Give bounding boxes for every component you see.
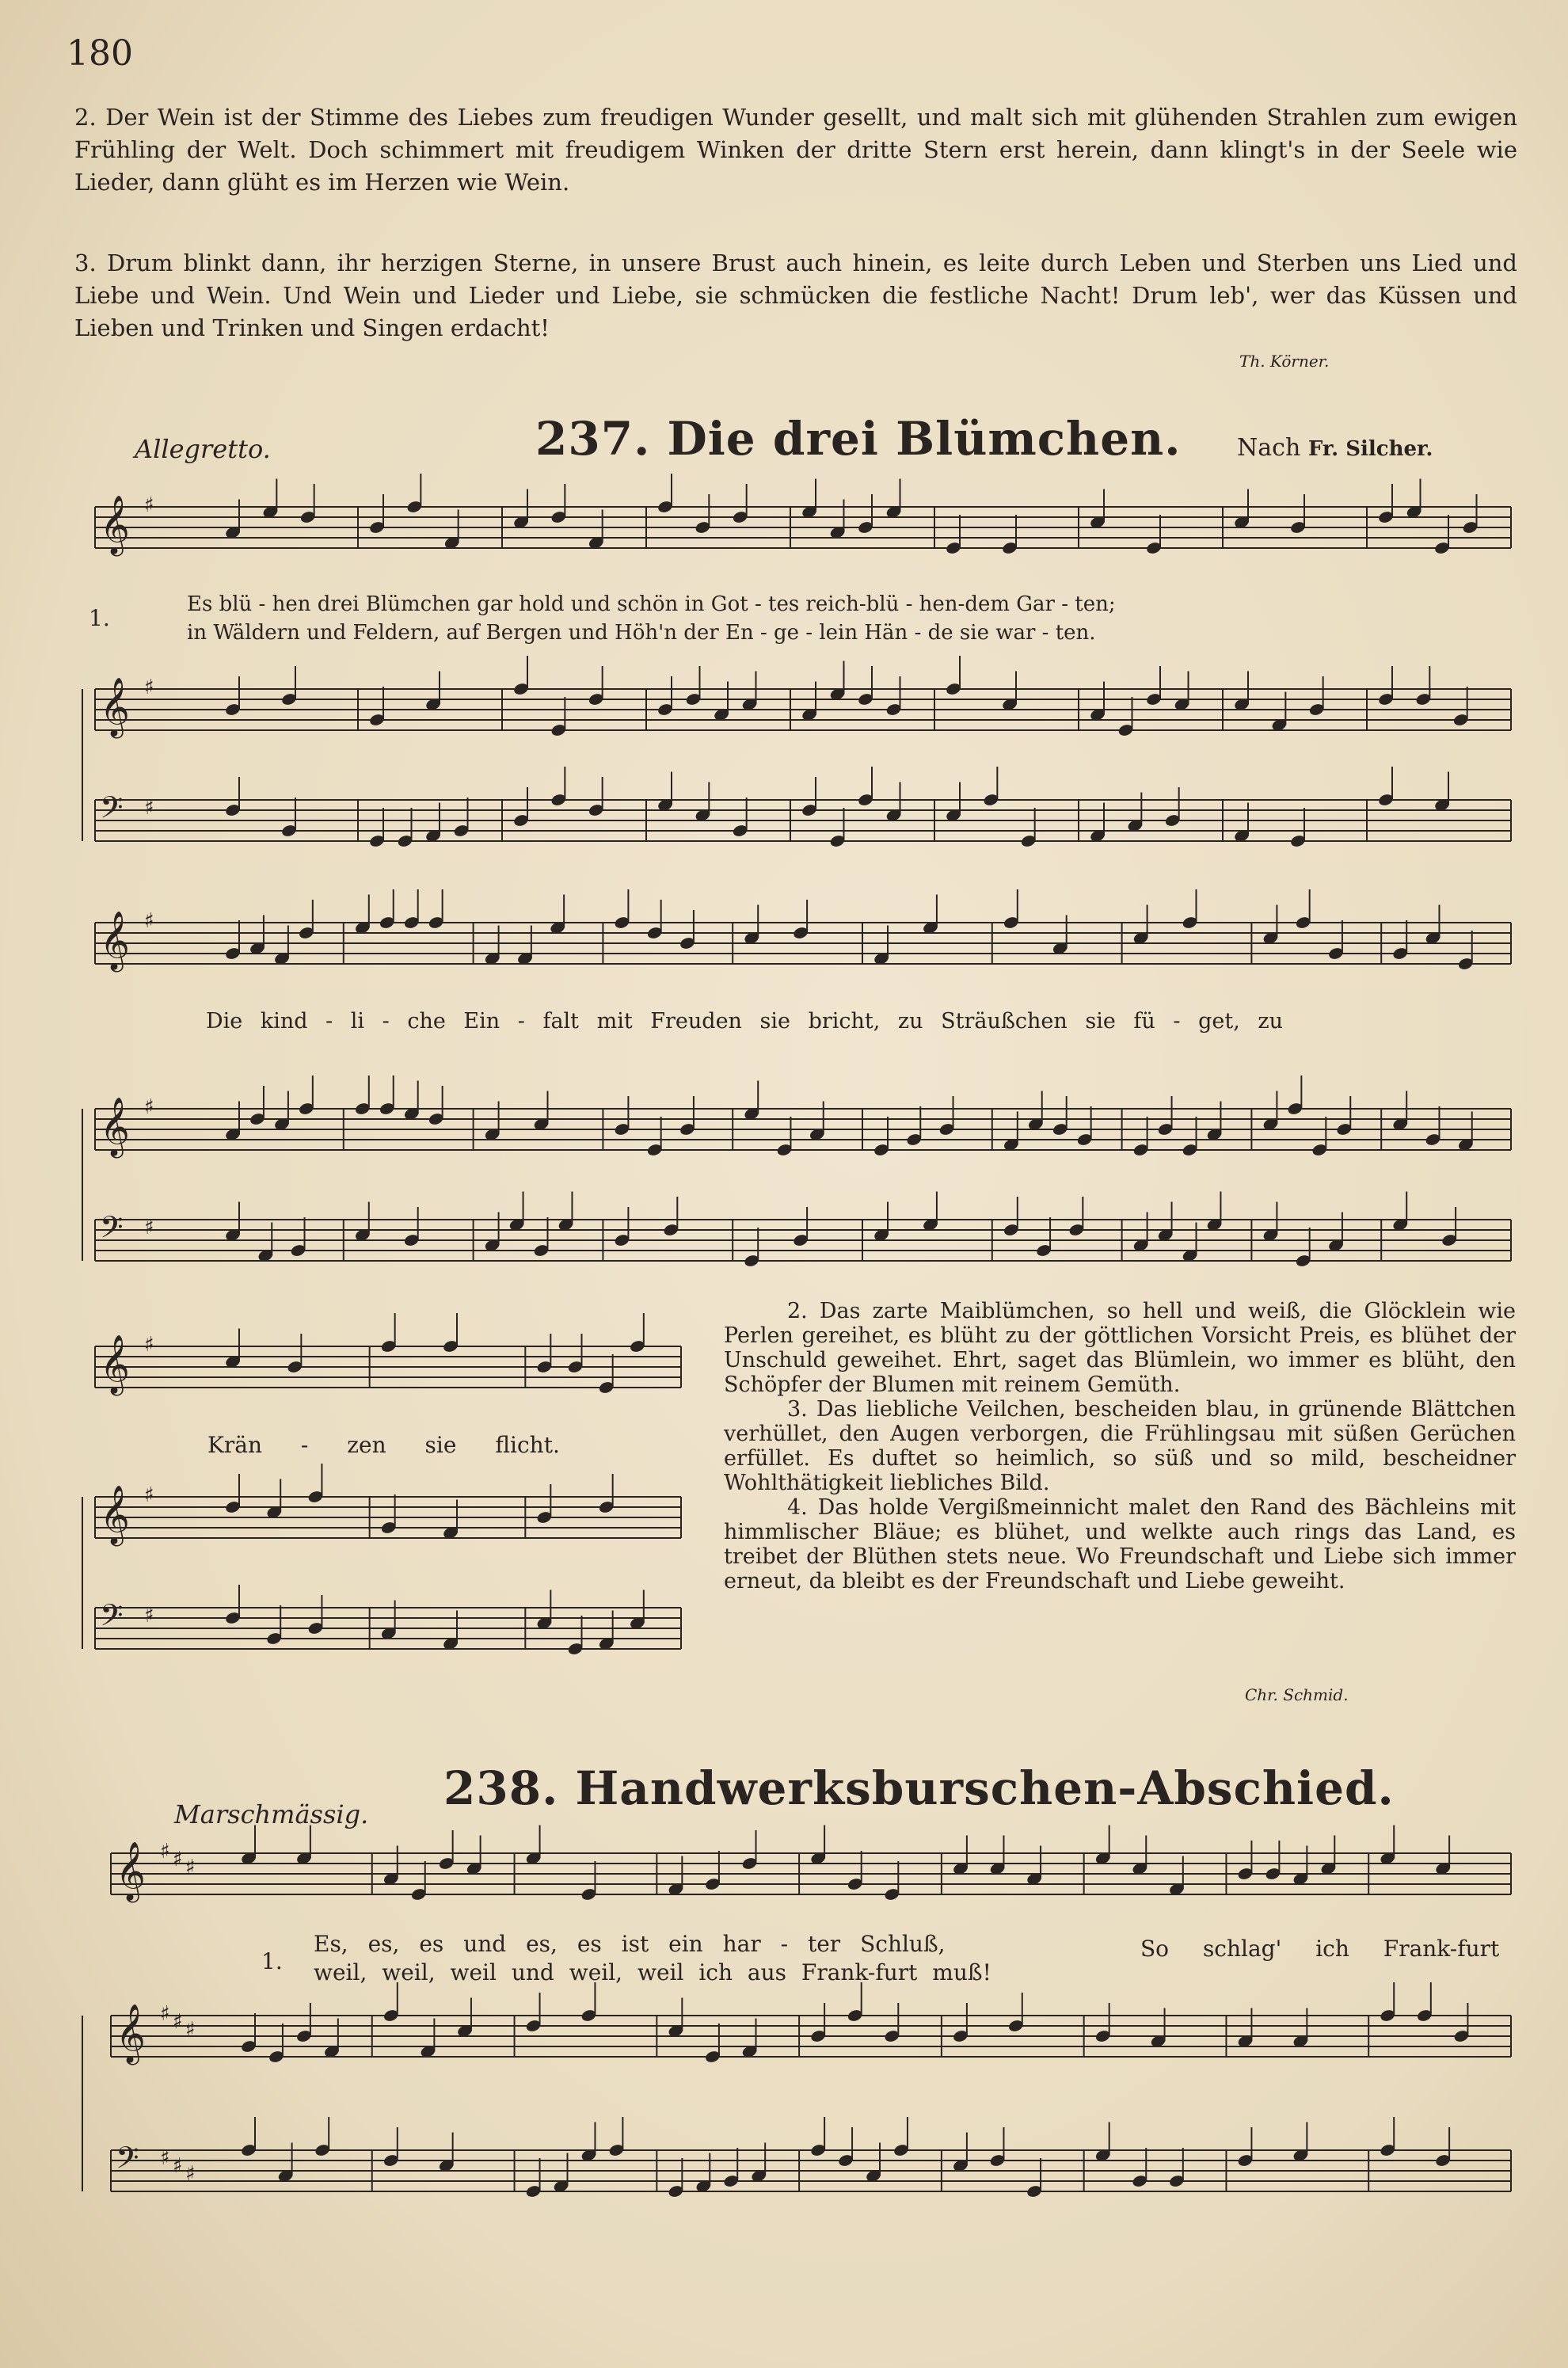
song237-lyric-line1: Es blü - hen drei Blümchen gar hold und schön in Got - tes reich-blü - hen-dem Gar - ten; xyxy=(187,592,1116,616)
staves xyxy=(82,507,1511,2191)
song237-number: 237. xyxy=(535,412,651,466)
sharp-icon: ♯ xyxy=(185,1856,196,1879)
sharp-icon: ♯ xyxy=(173,1848,183,1871)
notes xyxy=(224,474,1479,2199)
sharp-icon: ♯ xyxy=(160,2146,170,2170)
sharp-icon: ♯ xyxy=(185,2018,196,2042)
sharp-icon: ♯ xyxy=(144,676,154,699)
sharp-icon: ♯ xyxy=(144,1216,154,1239)
song237-title: Die drei Blümchen. xyxy=(667,412,1182,466)
song237-tempo: Allegretto. xyxy=(135,434,271,464)
bass-clef-icon: 𝄢 xyxy=(100,790,124,832)
song237-lyric-line2: in Wäldern und Feldern, auf Bergen und Höh'n der En - ge - lein Hän - de sie war - ten. xyxy=(187,621,1096,645)
song237-verse-3: 3. Das liebliche Veilchen, bescheiden blau, in grünende Blättchen verhüllet, den Augen verborgen, die Frühlingsau mit süßen Gerüchen erfüllet. Es duftet so heimlich, so süß und so mild, bescheidner Wohlthätigkeit liebliches Bild. xyxy=(724,1397,1516,1495)
prev-song-verse-3: 3. Drum blinkt dann, ihr herzigen Sterne, in unsere Brust auch hinein, es leite durch Leben und Sterben uns Lied und Liebe und Wein. Und Wein und Lieder und Liebe, sie schmücken die festliche Nacht! Drum leb', wer das Küssen und Lieben und Trinken und Singen erdacht! xyxy=(74,249,1517,341)
clefs xyxy=(100,493,196,2186)
sharp-icon: ♯ xyxy=(160,1840,170,1864)
sharp-icon: ♯ xyxy=(185,2162,196,2186)
song238-lyric-line1: Es, es, es und es, es ist ein har - ter Schluß, xyxy=(314,1931,946,1957)
sharp-icon: ♯ xyxy=(160,2002,170,2026)
song237-verse-2: 2. Das zarte Maiblümchen, so hell und weiß, die Glöcklein wie Perlen gereihet, es blüht zu der göttlichen Vorsicht Preis, es blühet der Unschuld geweihet. Ehrt, saget das Blümlein, wo immer es blüht, den Schöpfer der Blumen mit reinem Gemüth. xyxy=(724,1299,1516,1397)
song238-title: Handwerksburschen-Abschied. xyxy=(575,1761,1395,1815)
sharp-icon: ♯ xyxy=(144,1095,154,1119)
sharp-icon: ♯ xyxy=(173,2154,183,2178)
treble-clef-icon: 𝄞 xyxy=(100,496,130,554)
prev-song-author: Th. Körner. xyxy=(1239,352,1330,371)
treble-clef-icon: 𝄞 xyxy=(100,1335,130,1394)
sharp-icon: ♯ xyxy=(144,909,154,933)
song237-verse-4: 4. Das holde Vergißmeinnicht malet den Rand des Bächleins mit himmlischer Bläue; es blühet, und welkte auch rings das Land, es treibet der Blüthen stets neue. Wo Freundschaft und Liebe sich immer erneut, da bleibt es der Freundschaft und Liebe geweiht. xyxy=(724,1495,1516,1593)
sharp-icon: ♯ xyxy=(144,1604,154,1628)
song237-lyric-line4: Krän - zen sie flicht. xyxy=(207,1432,560,1458)
bass-clef-icon: 𝄢 xyxy=(100,1209,124,1252)
treble-clef-icon: 𝄞 xyxy=(100,1098,130,1156)
sharp-icon: ♯ xyxy=(144,796,154,820)
song237-composer-prefix: Nach xyxy=(1237,434,1301,462)
sharp-icon: ♯ xyxy=(144,1483,154,1507)
song238-number: 238. xyxy=(443,1761,559,1815)
treble-clef-icon: 𝄞 xyxy=(100,1486,130,1544)
treble-clef-icon: 𝄞 xyxy=(116,2004,146,2063)
prev-song-verse-2: 2. Der Wein ist der Stimme des Liebes zum freudigen Wunder gesellt, und malt sich mit glühenden Strahlen zum ewigen Frühling der Welt. Doch schimmert mit freudigem Winken der dritte Stern erst herein, dann klingt's in der Seele wie Lieder, dann glüht es im Herzen wie Wein. xyxy=(74,104,1517,196)
treble-clef-icon: 𝄞 xyxy=(116,1842,146,1901)
sharp-icon: ♯ xyxy=(144,1333,154,1357)
page-number: 180 xyxy=(67,33,133,74)
song238-lyric-cont: So schlag' ich Frank-furt xyxy=(1140,1936,1500,1962)
song237-lyric-line3: Die kind - li - che Ein - falt mit Freuden sie bricht, zu Sträußchen sie fü - get, zu xyxy=(206,1009,1283,1034)
song238-lyric-line2: weil, weil, weil und weil, weil ich aus Frank-furt muß! xyxy=(314,1959,991,1985)
treble-clef-icon: 𝄞 xyxy=(100,912,130,970)
song237-verse-num: 1. xyxy=(89,605,110,631)
treble-clef-icon: 𝄞 xyxy=(100,678,130,737)
bass-clef-icon: 𝄢 xyxy=(116,2140,139,2183)
song237-composer: Fr. Silcher. xyxy=(1307,437,1433,461)
song238-tempo: Marschmässig. xyxy=(174,1799,369,1829)
bass-clef-icon: 𝄢 xyxy=(100,1597,124,1640)
song238-verse-num: 1. xyxy=(261,1948,283,1974)
sharp-icon: ♯ xyxy=(144,493,154,517)
sharp-icon: ♯ xyxy=(173,2010,183,2034)
song237-author: Chr. Schmid. xyxy=(1245,1685,1349,1704)
